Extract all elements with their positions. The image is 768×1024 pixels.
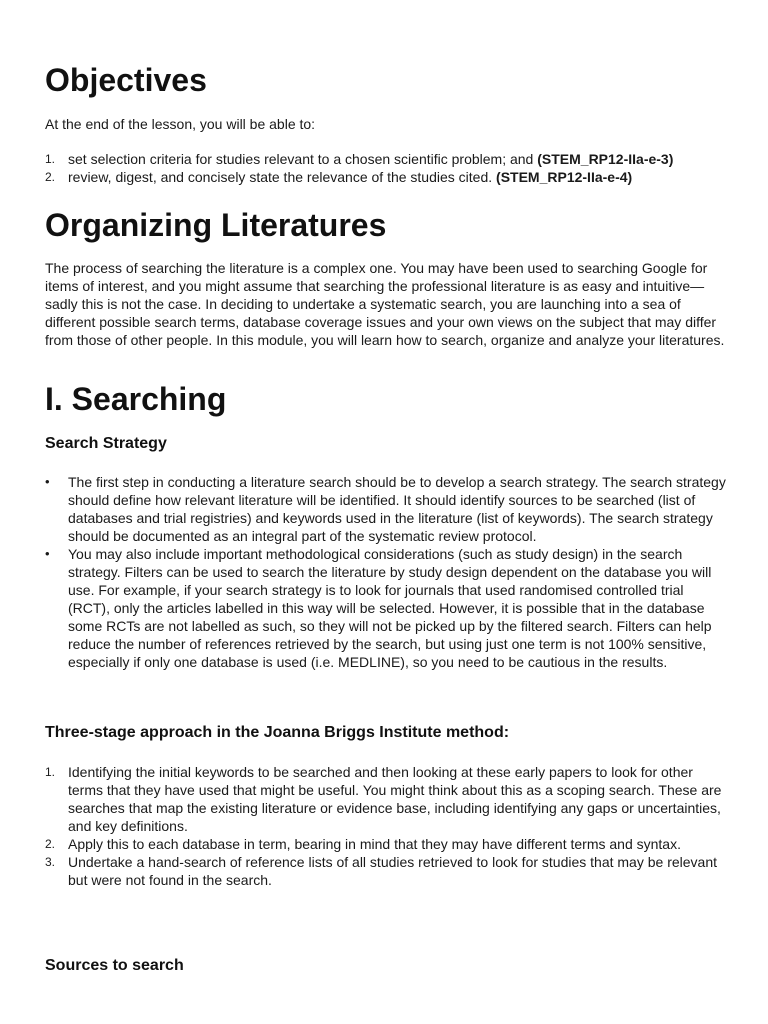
sources-heading: Sources to search: [45, 957, 184, 974]
step-text: Identifying the initial keywords to be searched and then looking at these early papers to look for other terms that they have used that might be useful. You might think about this as a scoping search. These are searches that map the existing literature or evidence base, including identifying any gaps or uncertainties, and key definitions.: [68, 764, 722, 834]
organizing-heading: Organizing Literatures: [45, 207, 387, 243]
objective-text: review, digest, and concisely state the relevance of the studies cited.: [68, 169, 497, 185]
list-marker: 1.: [45, 152, 56, 166]
list-marker: 2.: [45, 837, 56, 851]
list-item: [45, 473, 728, 545]
list-item: [45, 763, 728, 835]
step-text: Apply this to each database in term, bearing in mind that they may have different terms and syntax.: [68, 836, 681, 852]
bullet-marker: •: [45, 546, 50, 561]
competency-code: (STEM_RP12-IIa-e-3): [537, 151, 674, 167]
competency-code: (STEM_RP12-IIa-e-4): [496, 169, 633, 185]
bullet-text: You may also include important methodological considerations (such as study design) in the search strategy. Filters can be used to search the literature by study design dependent on the database you will use. For example, if your search strategy is to look for journals that used randomised controlled trial (RCT), only the articles labelled in this way will be selected. However, it is possible that in the database some RCTs are not labelled as such, so they will not be picked up by the filtered search. Filters can help reduce the number of references retrieved by the search, but using just one term is not 100% sensitive, especially if only one database is used (i.e. MEDLINE), so you need to be cautious in the results.: [68, 546, 712, 670]
list-marker: 3.: [45, 855, 56, 869]
list-marker: 1.: [45, 765, 56, 779]
search-strategy-heading: Search Strategy: [45, 435, 167, 452]
list-item: [45, 150, 728, 168]
bullet-text: The first step in conducting a literature search should be to develop a search strategy. The search strategy should define how relevant literature will be identified. It should identify sources to be searched (list of databases and trial registries) and keywords used in the literature (list of keywords). The search strategy should be documented as an integral part of the systematic review protocol.: [68, 474, 726, 544]
organizing-paragraph: The process of searching the literature is a complex one. You may have been used to searching Google for items of interest, and you might assume that searching the professional literature is as easy and intuitive—sadly this is not the case. In deciding to undertake a systematic search, you are launching into a sea of different possible search terms, database coverage issues and your own views on the subject that may differ from those of other people. In this module, you will learn how to search, organize and analyze your literatures.: [45, 260, 725, 348]
objectives-heading: Objectives: [45, 62, 207, 98]
jbi-steps-list: [45, 763, 728, 889]
jbi-heading: Three-stage approach in the Joanna Briggs Institute method:: [45, 724, 510, 741]
searching-heading: I. Searching: [45, 381, 227, 417]
list-item: [45, 168, 728, 186]
list-item: [45, 835, 728, 853]
strategy-bullets: [45, 473, 728, 671]
objectives-intro: At the end of the lesson, you will be able to:: [45, 116, 316, 132]
step-text: Undertake a hand-search of reference lists of all studies retrieved to look for studies that may be relevant but were not found in the search.: [68, 854, 718, 888]
bullet-marker: •: [45, 474, 50, 489]
objective-text: set selection criteria for studies relevant to a chosen scientific problem; and: [68, 151, 538, 167]
objectives-list: [45, 150, 728, 186]
list-item: [45, 545, 728, 671]
list-item: [45, 853, 728, 889]
list-marker: 2.: [45, 170, 56, 184]
